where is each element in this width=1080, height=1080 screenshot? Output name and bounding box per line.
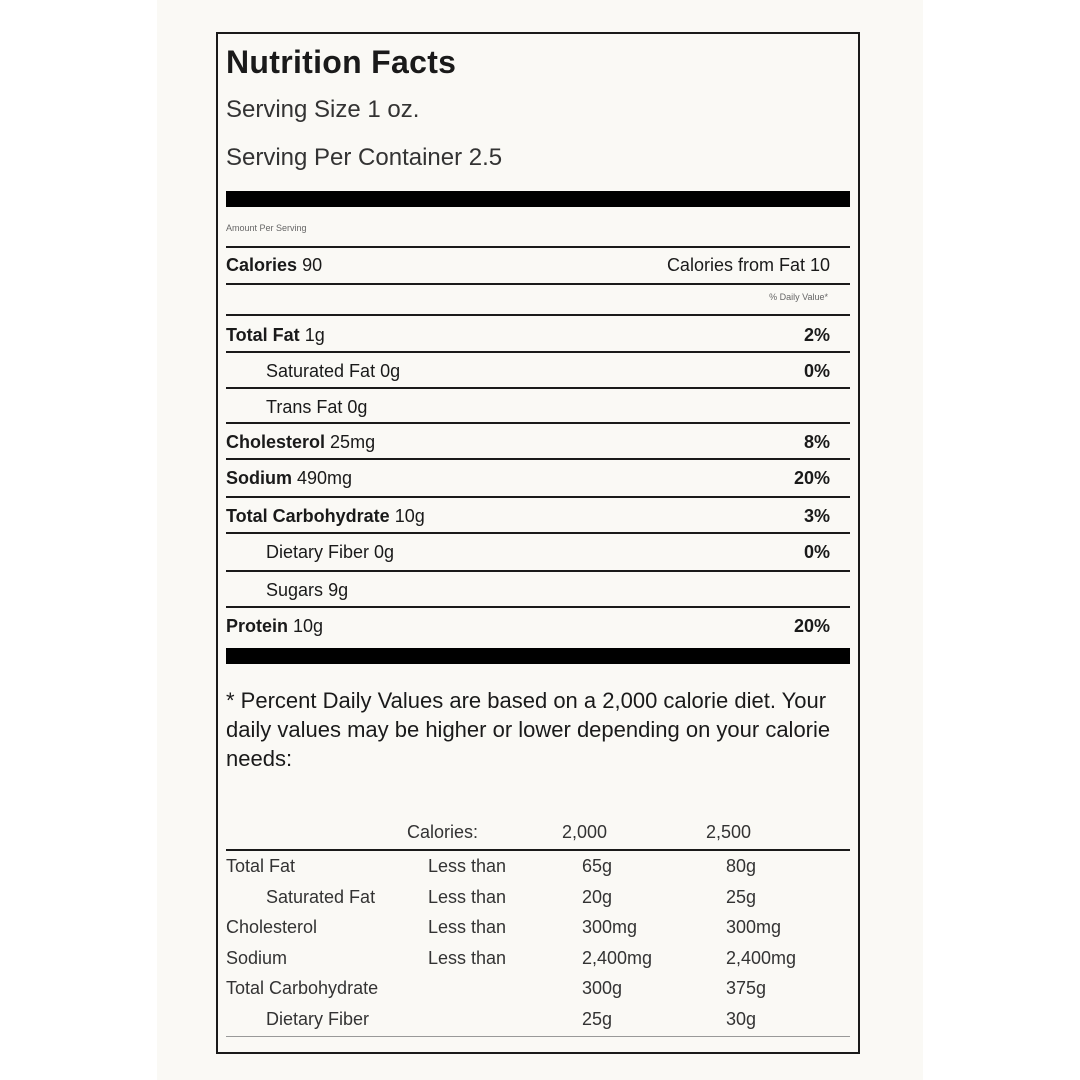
nutrient-daily-value: 20%	[793, 467, 830, 488]
servings-per-container: Serving Per Container 2.5	[226, 144, 503, 171]
dv-row-name: Saturated Fat	[266, 886, 376, 907]
dv-row-qualifier: Less than	[428, 886, 507, 907]
dv-row-name: Sodium	[226, 947, 288, 968]
dv-row-qualifier: Less than	[428, 856, 507, 876]
dv-row-col2: 30g	[726, 1008, 757, 1029]
nutrient-name: Sodium 490mg	[226, 467, 353, 488]
nutrient-daily-value: 3%	[803, 505, 830, 526]
nutrient-daily-value: 0%	[803, 360, 830, 381]
dv-row-col1: 20g	[582, 886, 613, 907]
calories-row	[226, 247, 850, 283]
dv-row-col2: 375g	[726, 978, 767, 998]
nutrient-name: Protein 10g	[226, 615, 324, 636]
dv-row-col2: 80g	[726, 856, 757, 876]
dv-row-col1: 300g	[582, 978, 623, 998]
nutrient-row	[226, 353, 850, 389]
amount-per-serving: Amount Per Serving	[226, 223, 307, 233]
serving-size: Serving Size 1 oz.	[226, 96, 420, 123]
nutrient-row	[226, 389, 850, 425]
nutrient-name: Sugars 9g	[266, 579, 349, 600]
nutrient-row	[226, 534, 850, 570]
dv-row-name: Total Carbohydrate	[226, 978, 379, 998]
nutrient-row	[226, 424, 850, 460]
dv-header-col1: 2,000	[562, 822, 608, 842]
nutrient-daily-value: 8%	[803, 431, 830, 452]
nutrient-row	[226, 460, 850, 496]
nutrient-daily-value: 2%	[803, 324, 830, 345]
nutrient-daily-value: 0%	[803, 541, 830, 562]
nutrient-row	[226, 498, 850, 534]
dv-row-qualifier: Less than	[428, 917, 507, 937]
calories-from-fat: Calories from Fat 10	[666, 254, 830, 275]
nutrient-daily-value: 20%	[793, 615, 830, 636]
dv-bottom-rule	[226, 1036, 850, 1037]
thick-divider-top	[226, 191, 850, 207]
dv-row-qualifier: Less than	[428, 947, 507, 968]
nutrient-name: Trans Fat 0g	[266, 396, 368, 417]
thick-divider-bottom	[226, 648, 850, 664]
label-title: Nutrition Facts	[226, 44, 457, 80]
nutrition-label	[216, 32, 860, 1054]
nutrient-name: Dietary Fiber 0g	[266, 541, 395, 562]
dv-header-rule	[226, 849, 850, 851]
dv-row-col1: 65g	[582, 856, 613, 876]
nutrient-name: Total Carbohydrate 10g	[226, 505, 425, 526]
dv-row-col1: 300mg	[582, 917, 638, 937]
nutrient-name: Cholesterol 25mg	[226, 431, 376, 452]
calories-label: Calories 90	[226, 254, 323, 275]
divider	[226, 283, 850, 285]
nutrient-name: Saturated Fat 0g	[266, 360, 401, 381]
nutrient-row	[226, 608, 850, 644]
dv-row-col2: 2,400mg	[726, 947, 797, 968]
divider	[226, 314, 850, 316]
daily-value-header: % Daily Value*	[769, 292, 828, 302]
footnote: * Percent Daily Values are based on a 2,000 calorie diet. Your daily values may be higher or lower depending on your calorie needs:	[226, 688, 831, 771]
dv-row-col2: 300mg	[726, 917, 782, 937]
dv-header-col2: 2,500	[706, 822, 752, 842]
dv-row-name: Total Fat	[226, 856, 296, 876]
dv-row-col2: 25g	[726, 886, 757, 907]
dv-row-name: Cholesterol	[226, 917, 318, 937]
dv-row-col1: 25g	[582, 1008, 613, 1029]
nutrient-name: Total Fat 1g	[226, 324, 325, 345]
nutrient-row	[226, 317, 850, 353]
dv-row-name: Dietary Fiber	[266, 1008, 370, 1029]
dv-header-label: Calories:	[407, 822, 479, 842]
dv-row-col1: 2,400mg	[582, 947, 653, 968]
nutrient-row	[226, 572, 850, 608]
